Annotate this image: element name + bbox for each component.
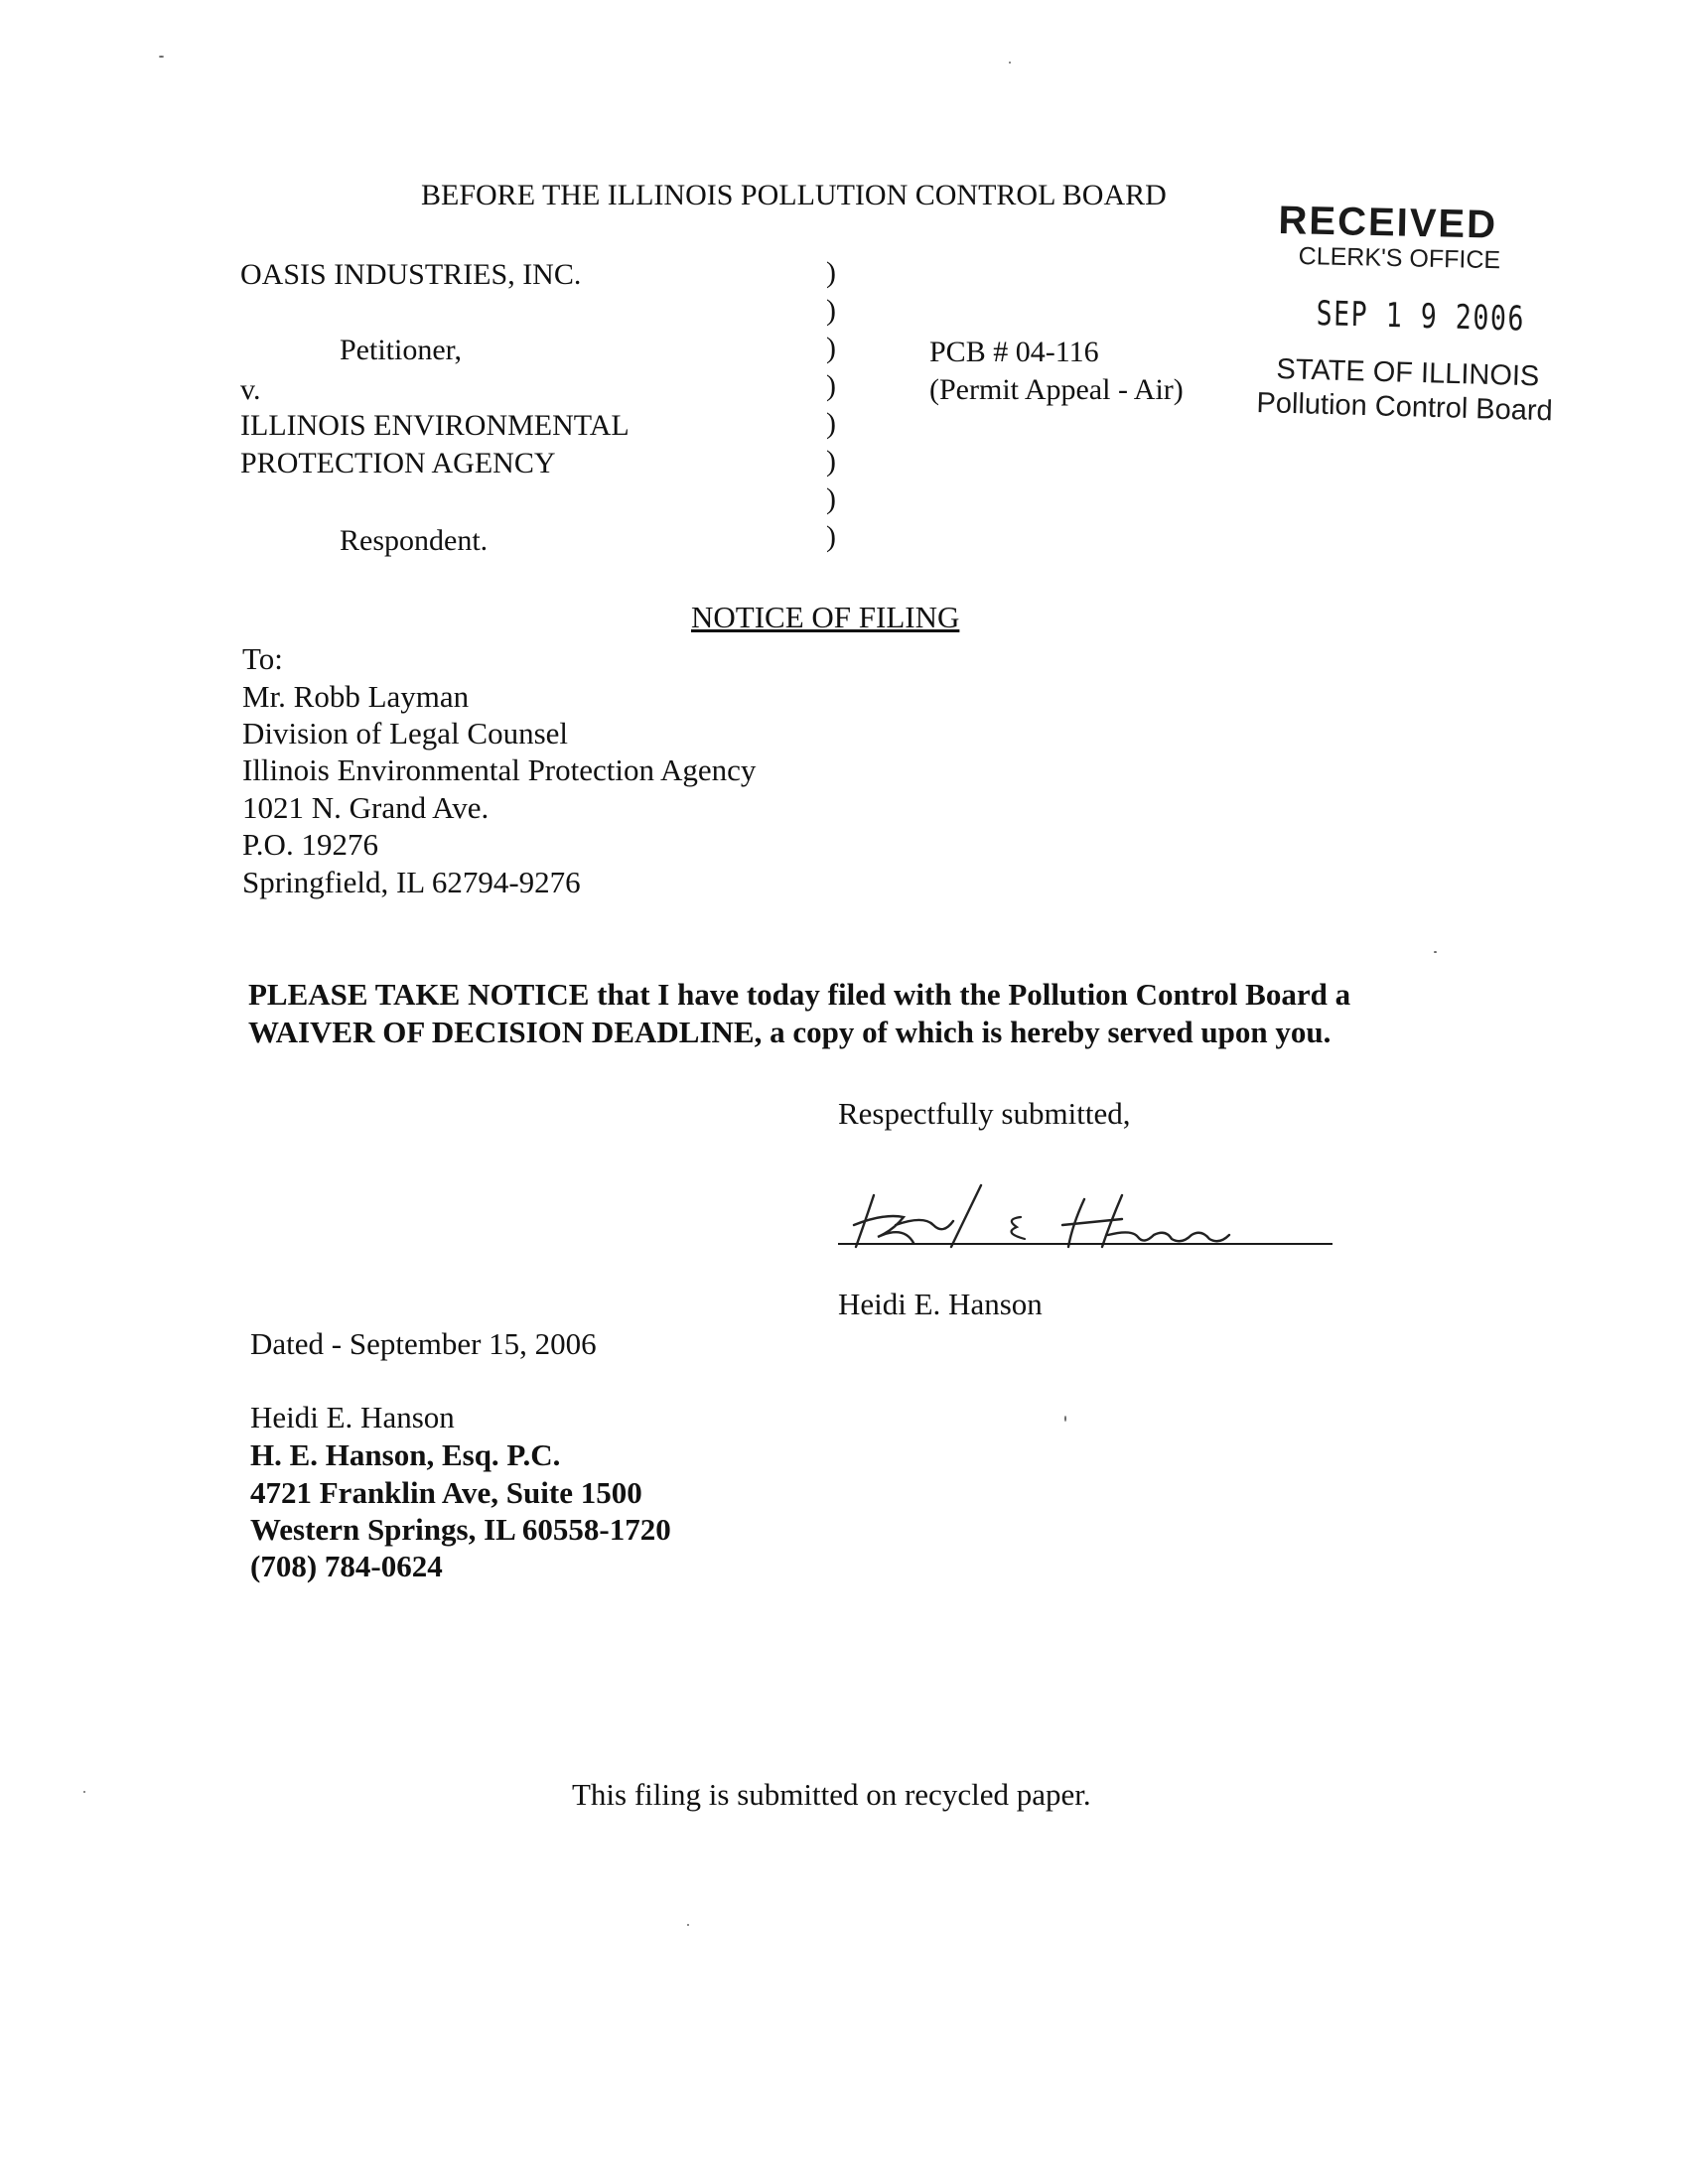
petitioner-role: Petitioner, bbox=[340, 334, 462, 366]
recipient-line: 1021 N. Grand Ave. bbox=[242, 790, 490, 825]
footer-note: This filing is submitted on recycled paper. bbox=[572, 1777, 1091, 1812]
petitioner-name: OASIS INDUSTRIES, INC. bbox=[240, 258, 582, 291]
to-label: To: bbox=[242, 641, 283, 676]
board-title: BEFORE THE ILLINOIS POLLUTION CONTROL BOARD bbox=[421, 179, 1167, 211]
caption-paren: ) bbox=[826, 482, 836, 515]
sender-line: 4721 Franklin Ave, Suite 1500 bbox=[250, 1475, 642, 1510]
recipient-line: P.O. 19276 bbox=[242, 827, 378, 862]
scan-speck bbox=[1064, 1416, 1066, 1422]
caption-paren: ) bbox=[826, 520, 836, 553]
respondent-name-line1: ILLINOIS ENVIRONMENTAL bbox=[240, 409, 630, 442]
sender-line: H. E. Hanson, Esq. P.C. bbox=[250, 1437, 561, 1472]
caption-paren: ) bbox=[826, 294, 836, 327]
scan-speck bbox=[83, 1791, 85, 1793]
dated-line: Dated - September 15, 2006 bbox=[250, 1326, 597, 1361]
handwritten-signature bbox=[834, 1156, 1301, 1255]
stamp-clerks-office: CLERK'S OFFICE bbox=[1298, 242, 1501, 275]
recipient-line: Springfield, IL 62794-9276 bbox=[242, 865, 581, 899]
sender-line: Western Springs, IL 60558-1720 bbox=[250, 1512, 671, 1547]
notice-heading: NOTICE OF FILING bbox=[691, 600, 960, 634]
stamp-state: STATE OF ILLINOIS bbox=[1276, 353, 1540, 393]
stamp-received: RECEIVED bbox=[1278, 199, 1498, 247]
respondent-name-line2: PROTECTION AGENCY bbox=[240, 447, 556, 479]
sender-line: Heidi E. Hanson bbox=[250, 1400, 455, 1434]
caption-paren: ) bbox=[826, 407, 836, 440]
caption-paren: ) bbox=[826, 256, 836, 289]
caption-paren: ) bbox=[826, 445, 836, 478]
scan-speck bbox=[687, 1924, 689, 1926]
case-type: (Permit Appeal - Air) bbox=[929, 373, 1184, 406]
case-number: PCB # 04-116 bbox=[929, 336, 1099, 368]
versus: v. bbox=[240, 373, 261, 406]
scan-speck bbox=[159, 56, 164, 58]
recipient-line: Mr. Robb Layman bbox=[242, 679, 470, 714]
sender-line: (708) 784-0624 bbox=[250, 1549, 443, 1583]
recipient-line: Division of Legal Counsel bbox=[242, 716, 569, 751]
caption-paren: ) bbox=[826, 369, 836, 402]
recipient-line: Illinois Environmental Protection Agency bbox=[242, 752, 757, 787]
signer-name: Heidi E. Hanson bbox=[838, 1287, 1043, 1321]
scan-speck bbox=[1009, 62, 1011, 64]
stamp-date: SEP 1 9 2006 bbox=[1316, 294, 1526, 340]
notice-body-line1: PLEASE TAKE NOTICE that I have today filed with the Pollution Control Board a bbox=[248, 977, 1351, 1012]
stamp-board: Pollution Control Board bbox=[1256, 387, 1554, 428]
notice-body-line2: WAIVER OF DECISION DEADLINE, a copy of which is hereby served upon you. bbox=[248, 1015, 1332, 1049]
closing: Respectfully submitted, bbox=[838, 1096, 1131, 1131]
scan-speck bbox=[1434, 951, 1437, 953]
respondent-role: Respondent. bbox=[340, 524, 489, 557]
caption-paren: ) bbox=[826, 332, 836, 364]
signature-line bbox=[838, 1243, 1333, 1245]
